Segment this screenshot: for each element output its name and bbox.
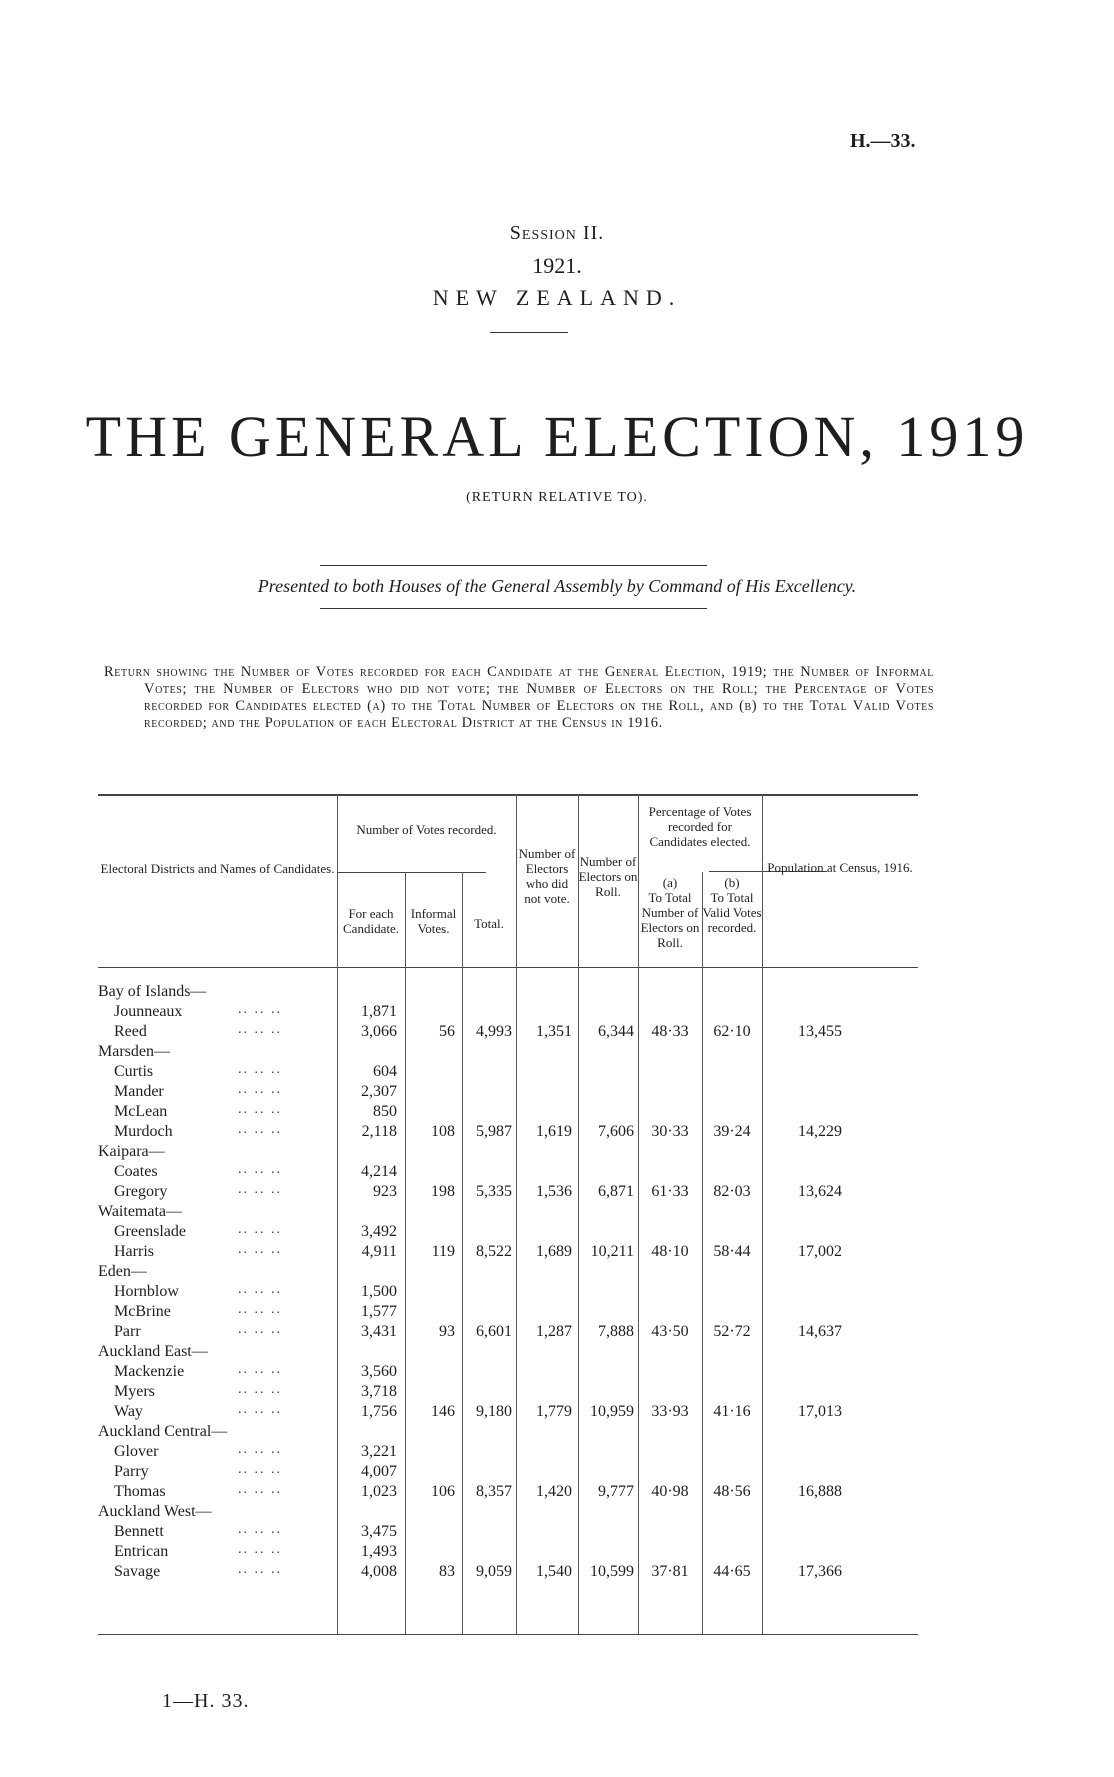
leader-dots: .. .. .. <box>238 1102 282 1117</box>
leader-dots: .. .. .. <box>238 1062 282 1077</box>
candidate-name: Savage <box>114 1563 161 1580</box>
total-votes: 4,993 <box>476 1023 512 1040</box>
informal-votes: 83 <box>439 1563 455 1580</box>
session-year: 1921. <box>532 253 582 278</box>
candidate-votes: 3,431 <box>361 1323 397 1340</box>
candidate-votes: 2,307 <box>361 1083 397 1100</box>
leader-dots: .. .. .. <box>238 1542 282 1557</box>
informal-votes: 198 <box>431 1183 455 1200</box>
candidate-votes: 850 <box>373 1103 397 1120</box>
election-results-table <box>98 794 918 1634</box>
header-on-roll: Number of Electors on Roll. <box>578 854 638 899</box>
candidate-name: Reed <box>114 1023 147 1040</box>
header-population: Population at Census, 1916. <box>767 860 913 875</box>
table-bottom-rule <box>98 1634 918 1635</box>
header-pct-b-key: (b) <box>724 875 740 890</box>
total-votes: 8,522 <box>476 1243 512 1260</box>
candidate-name: Myers <box>114 1383 155 1400</box>
leader-dots: .. .. .. <box>238 1242 282 1257</box>
candidate-name: McBrine <box>114 1303 171 1320</box>
population-1916: 13,455 <box>798 1023 842 1040</box>
leader-dots: .. .. .. <box>238 1402 282 1417</box>
candidate-votes: 3,492 <box>361 1223 397 1240</box>
candidate-name: Parr <box>114 1323 141 1340</box>
percentage-a: 30·33 <box>651 1123 689 1140</box>
candidate-name: Coates <box>114 1163 158 1180</box>
votes-subheader-rule <box>337 872 486 873</box>
candidate-votes: 923 <box>373 1183 397 1200</box>
leader-dots: .. .. .. <box>238 1022 282 1037</box>
electors-on-roll: 10,959 <box>590 1403 634 1420</box>
title-divider <box>490 332 568 333</box>
candidate-votes: 4,007 <box>361 1463 397 1480</box>
total-votes: 5,335 <box>476 1183 512 1200</box>
header-for-each: For each Candidate. <box>343 906 399 936</box>
population-1916: 14,637 <box>798 1323 842 1340</box>
leader-dots: .. .. .. <box>238 1002 282 1017</box>
candidate-name: Hornblow <box>114 1283 179 1300</box>
candidate-name: Entrican <box>114 1543 169 1560</box>
district-name: Waitemata— <box>98 1203 183 1220</box>
electors-on-roll: 6,871 <box>598 1183 634 1200</box>
did-not-vote: 1,420 <box>536 1483 572 1500</box>
district-name: Kaipara— <box>98 1143 165 1160</box>
candidate-votes: 3,221 <box>361 1443 397 1460</box>
col-rule-4 <box>516 794 517 1634</box>
session-word: Session <box>509 222 577 244</box>
candidate-name: Mander <box>114 1083 164 1100</box>
did-not-vote: 1,536 <box>536 1183 572 1200</box>
did-not-vote: 1,351 <box>536 1023 572 1040</box>
document-subtitle: (RETURN RELATIVE TO). <box>466 490 648 505</box>
leader-dots: .. .. .. <box>238 1162 282 1177</box>
population-1916: 14,229 <box>798 1123 842 1140</box>
leader-dots: .. .. .. <box>238 1362 282 1377</box>
population-1916: 16,888 <box>798 1483 842 1500</box>
population-1916: 13,624 <box>798 1183 842 1200</box>
session-line <box>0 222 1114 245</box>
district-name: Auckland Central— <box>98 1423 228 1440</box>
leader-dots: .. .. .. <box>238 1522 282 1537</box>
electors-on-roll: 9,777 <box>598 1483 634 1500</box>
informal-votes: 119 <box>431 1243 455 1260</box>
candidate-votes: 1,871 <box>361 1003 397 1020</box>
candidate-votes: 1,577 <box>361 1303 397 1320</box>
did-not-vote: 1,689 <box>536 1243 572 1260</box>
candidate-name: Curtis <box>114 1063 154 1080</box>
percentage-b: 58·44 <box>713 1243 751 1260</box>
document-title: THE GENERAL ELECTION, 1919 <box>85 404 1029 469</box>
candidate-name: Way <box>114 1403 143 1420</box>
header-pct-a-key: (a) <box>662 875 678 890</box>
leader-dots: .. .. .. <box>238 1182 282 1197</box>
leader-dots: .. .. .. <box>238 1562 282 1577</box>
percentage-b: 52·72 <box>713 1323 751 1340</box>
did-not-vote: 1,540 <box>536 1563 572 1580</box>
percentage-a: 48·10 <box>651 1243 689 1260</box>
informal-votes: 146 <box>431 1403 455 1420</box>
total-votes: 9,059 <box>476 1563 512 1580</box>
candidate-votes: 3,475 <box>361 1523 397 1540</box>
candidate-name: Thomas <box>114 1483 166 1500</box>
candidate-votes: 1,500 <box>361 1283 397 1300</box>
percentage-a: 33·93 <box>651 1403 689 1420</box>
candidate-votes: 4,214 <box>361 1163 397 1180</box>
leader-dots: .. .. .. <box>238 1482 282 1497</box>
document-reference: H.—33. <box>850 130 916 152</box>
candidate-votes: 4,911 <box>361 1243 397 1260</box>
percentage-a: 48·33 <box>651 1023 689 1040</box>
candidate-name: Harris <box>114 1243 154 1260</box>
population-1916: 17,366 <box>798 1563 842 1580</box>
candidate-votes: 3,066 <box>361 1023 397 1040</box>
leader-dots: .. .. .. <box>238 1302 282 1317</box>
country-name: NEW ZEALAND. <box>432 285 682 310</box>
percentage-b: 41·16 <box>713 1403 751 1420</box>
candidate-name: Murdoch <box>114 1123 173 1140</box>
percentage-b: 39·24 <box>713 1123 751 1140</box>
district-name: Auckland West— <box>98 1503 212 1520</box>
candidate-votes: 1,023 <box>361 1483 397 1500</box>
candidate-votes: 3,560 <box>361 1363 397 1380</box>
header-pct-a: To Total Number of Electors on Roll. <box>640 890 700 950</box>
header-district: Electoral Districts and Names of Candidates. <box>100 861 335 876</box>
district-name: Marsden— <box>98 1043 170 1060</box>
col-rule-5 <box>578 794 579 1634</box>
candidate-name: Jounneaux <box>114 1003 183 1020</box>
electors-on-roll: 6,344 <box>598 1023 634 1040</box>
informal-votes: 106 <box>431 1483 455 1500</box>
candidate-name: Mackenzie <box>114 1363 185 1380</box>
leader-dots: .. .. .. <box>238 1222 282 1237</box>
presented-rule-top <box>320 565 707 566</box>
header-percentage: Percentage of Votes recorded for Candidates elected. <box>648 804 752 849</box>
total-votes: 8,357 <box>476 1483 512 1500</box>
leader-dots: .. .. .. <box>238 1382 282 1397</box>
header-total: Total. <box>474 916 504 931</box>
percentage-b: 62·10 <box>713 1023 751 1040</box>
candidate-votes: 3,718 <box>361 1383 397 1400</box>
presented-line: Presented to both Houses of the General Assembly by Command of His Excellency. <box>257 576 857 596</box>
percentage-a: 61·33 <box>651 1183 689 1200</box>
percentage-b: 48·56 <box>713 1483 751 1500</box>
district-name: Eden— <box>98 1263 147 1280</box>
presented-rule-bottom <box>320 608 707 609</box>
header-pct-b: To Total Valid Votes recorded. <box>702 890 762 935</box>
leader-dots: .. .. .. <box>238 1082 282 1097</box>
header-did-not-vote: Number of Electors who did not vote. <box>518 846 576 906</box>
candidate-name: Parry <box>114 1463 149 1480</box>
leader-dots: .. .. .. <box>238 1122 282 1137</box>
population-1916: 17,013 <box>798 1403 842 1420</box>
informal-votes: 56 <box>439 1023 455 1040</box>
informal-votes: 93 <box>439 1323 455 1340</box>
candidate-name: Gregory <box>114 1183 168 1200</box>
district-name: Auckland East— <box>98 1343 208 1360</box>
electors-on-roll: 7,606 <box>598 1123 634 1140</box>
return-description: Return showing the Number of Votes recorded for each Candidate at the General Election, 1919; the Number of Informal Votes; the Number of Electors who did not vote; the Number of Electors on the Roll; the Percentage of Votes recorded for Candidates elected (a) to the Total Number of Electors on the Roll, and (b) to the Total Valid Votes recorded; and the Population of each Electoral District at the Census in 1916. <box>104 664 934 731</box>
leader-dots: .. .. .. <box>238 1282 282 1297</box>
candidate-name: Greenslade <box>114 1223 186 1240</box>
electors-on-roll: 7,888 <box>598 1323 634 1340</box>
electors-on-roll: 10,211 <box>590 1243 634 1260</box>
electors-on-roll: 10,599 <box>590 1563 634 1580</box>
candidate-votes: 1,493 <box>361 1543 397 1560</box>
percentage-a: 37·81 <box>651 1563 689 1580</box>
candidate-votes: 1,756 <box>361 1403 397 1420</box>
total-votes: 6,601 <box>476 1323 512 1340</box>
did-not-vote: 1,779 <box>536 1403 572 1420</box>
percentage-a: 40·98 <box>651 1483 689 1500</box>
percentage-b: 44·65 <box>713 1563 751 1580</box>
did-not-vote: 1,287 <box>536 1323 572 1340</box>
total-votes: 9,180 <box>476 1403 512 1420</box>
total-votes: 5,987 <box>476 1123 512 1140</box>
informal-votes: 108 <box>431 1123 455 1140</box>
candidate-name: Glover <box>114 1443 159 1460</box>
percentage-a: 43·50 <box>651 1323 689 1340</box>
header-votes-recorded: Number of Votes recorded. <box>356 822 497 837</box>
table-top-rule <box>98 794 918 796</box>
leader-dots: .. .. .. <box>238 1462 282 1477</box>
session-number: II. <box>582 222 605 244</box>
population-1916: 17,002 <box>798 1243 842 1260</box>
header-informal: Informal Votes. <box>410 906 457 936</box>
percentage-b: 82·03 <box>713 1183 751 1200</box>
district-name: Bay of Islands— <box>98 983 207 1000</box>
page-footer: 1—H. 33. <box>162 1690 250 1712</box>
col-rule-8 <box>762 794 763 1634</box>
leader-dots: .. .. .. <box>238 1442 282 1457</box>
candidate-votes: 2,118 <box>361 1123 397 1140</box>
candidate-votes: 4,008 <box>361 1563 397 1580</box>
did-not-vote: 1,619 <box>536 1123 572 1140</box>
candidate-name: Bennett <box>114 1523 164 1540</box>
candidate-votes: 604 <box>373 1063 397 1080</box>
candidate-name: McLean <box>114 1103 168 1120</box>
leader-dots: .. .. .. <box>238 1322 282 1337</box>
header-bottom-rule <box>98 967 918 968</box>
